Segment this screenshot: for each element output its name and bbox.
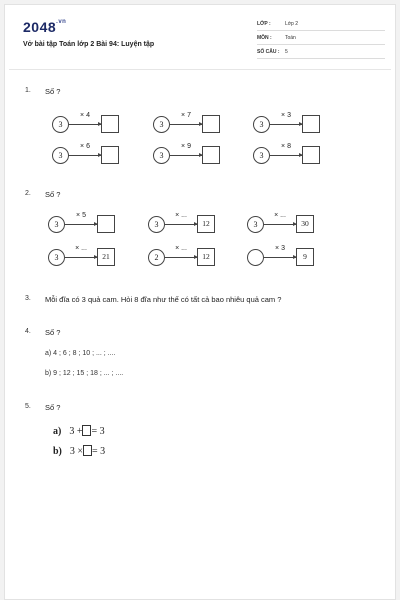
arrow — [165, 224, 197, 225]
start-circle[interactable] — [247, 249, 264, 266]
arrow — [69, 155, 101, 156]
answer-box[interactable]: 21 — [97, 248, 115, 266]
q3-number: 3. — [25, 295, 31, 302]
arrow — [264, 224, 296, 225]
start-circle: 3 — [153, 147, 170, 164]
operation-label: × 8 — [281, 143, 291, 150]
answer-box[interactable] — [97, 215, 115, 233]
q4-text: Số ? — [45, 328, 61, 337]
meta-subject: MÔN : Toán — [257, 33, 385, 45]
worksheet-page — [4, 4, 396, 600]
q5-text: Số ? — [45, 403, 61, 412]
page-title: Vở bài tập Toán lớp 2 Bài 94: Luyện tập — [23, 41, 155, 48]
start-circle: 2 — [148, 249, 165, 266]
start-circle: 3 — [52, 147, 69, 164]
operation-label: × ... — [75, 245, 87, 252]
operation-label: × ... — [274, 212, 286, 219]
arrow — [165, 257, 197, 258]
answer-box[interactable] — [302, 146, 320, 164]
q3-text: Mỗi đĩa có 3 quả cam. Hỏi 8 đĩa như thế có tất cả bao nhiêu quả cam ? — [45, 295, 282, 304]
q5-equation-a: a) 3 + = 3 — [53, 426, 105, 437]
operation-label: × 9 — [181, 143, 191, 150]
start-circle: 3 — [48, 216, 65, 233]
arrow — [69, 124, 101, 125]
meta-class: LỚP : Lớp 2 — [257, 19, 385, 31]
operation-label: × 7 — [181, 112, 191, 119]
arrow — [170, 124, 202, 125]
header-divider — [9, 69, 391, 70]
operation-label: × 3 — [275, 245, 285, 252]
q2-number: 2. — [25, 190, 31, 197]
answer-box[interactable] — [83, 445, 92, 456]
answer-box: 9 — [296, 248, 314, 266]
q4-sequence-a: a) 4 ; 6 ; 8 ; 10 ; ... ; .... — [45, 350, 116, 357]
answer-box[interactable]: 12 — [197, 215, 215, 233]
start-circle: 3 — [148, 216, 165, 233]
q1-number: 1. — [25, 87, 31, 94]
answer-box[interactable] — [101, 146, 119, 164]
start-circle: 3 — [247, 216, 264, 233]
start-circle: 3 — [153, 116, 170, 133]
operation-label: × 4 — [80, 112, 90, 119]
q5-equation-b: b) 3 × = 3 — [53, 446, 106, 457]
arrow — [65, 224, 97, 225]
answer-box[interactable] — [202, 146, 220, 164]
answer-box[interactable] — [302, 115, 320, 133]
answer-box[interactable] — [101, 115, 119, 133]
q4-sequence-b: b) 9 ; 12 ; 15 ; 18 ; ... ; .... — [45, 370, 124, 377]
q4-number: 4. — [25, 328, 31, 335]
arrow — [270, 124, 302, 125]
operation-label: × 6 — [80, 143, 90, 150]
operation-label: × 5 — [76, 212, 86, 219]
q2-text: Số ? — [45, 190, 61, 199]
start-circle: 3 — [48, 249, 65, 266]
operation-label: × ... — [175, 245, 187, 252]
answer-box[interactable]: 30 — [296, 215, 314, 233]
start-circle: 3 — [253, 147, 270, 164]
arrow — [170, 155, 202, 156]
start-circle: 3 — [253, 116, 270, 133]
answer-box[interactable] — [202, 115, 220, 133]
arrow — [270, 155, 302, 156]
arrow — [264, 257, 296, 258]
answer-box[interactable]: 12 — [197, 248, 215, 266]
start-circle: 3 — [52, 116, 69, 133]
meta-question-count: SỐ CÂU : 5 — [257, 47, 385, 59]
operation-label: × 3 — [281, 112, 291, 119]
arrow — [65, 257, 97, 258]
q5-number: 5. — [25, 403, 31, 410]
logo[interactable]: $2048^{.vn}$ — [23, 19, 67, 35]
q1-text: Số ? — [45, 87, 61, 96]
operation-label: × ... — [175, 212, 187, 219]
